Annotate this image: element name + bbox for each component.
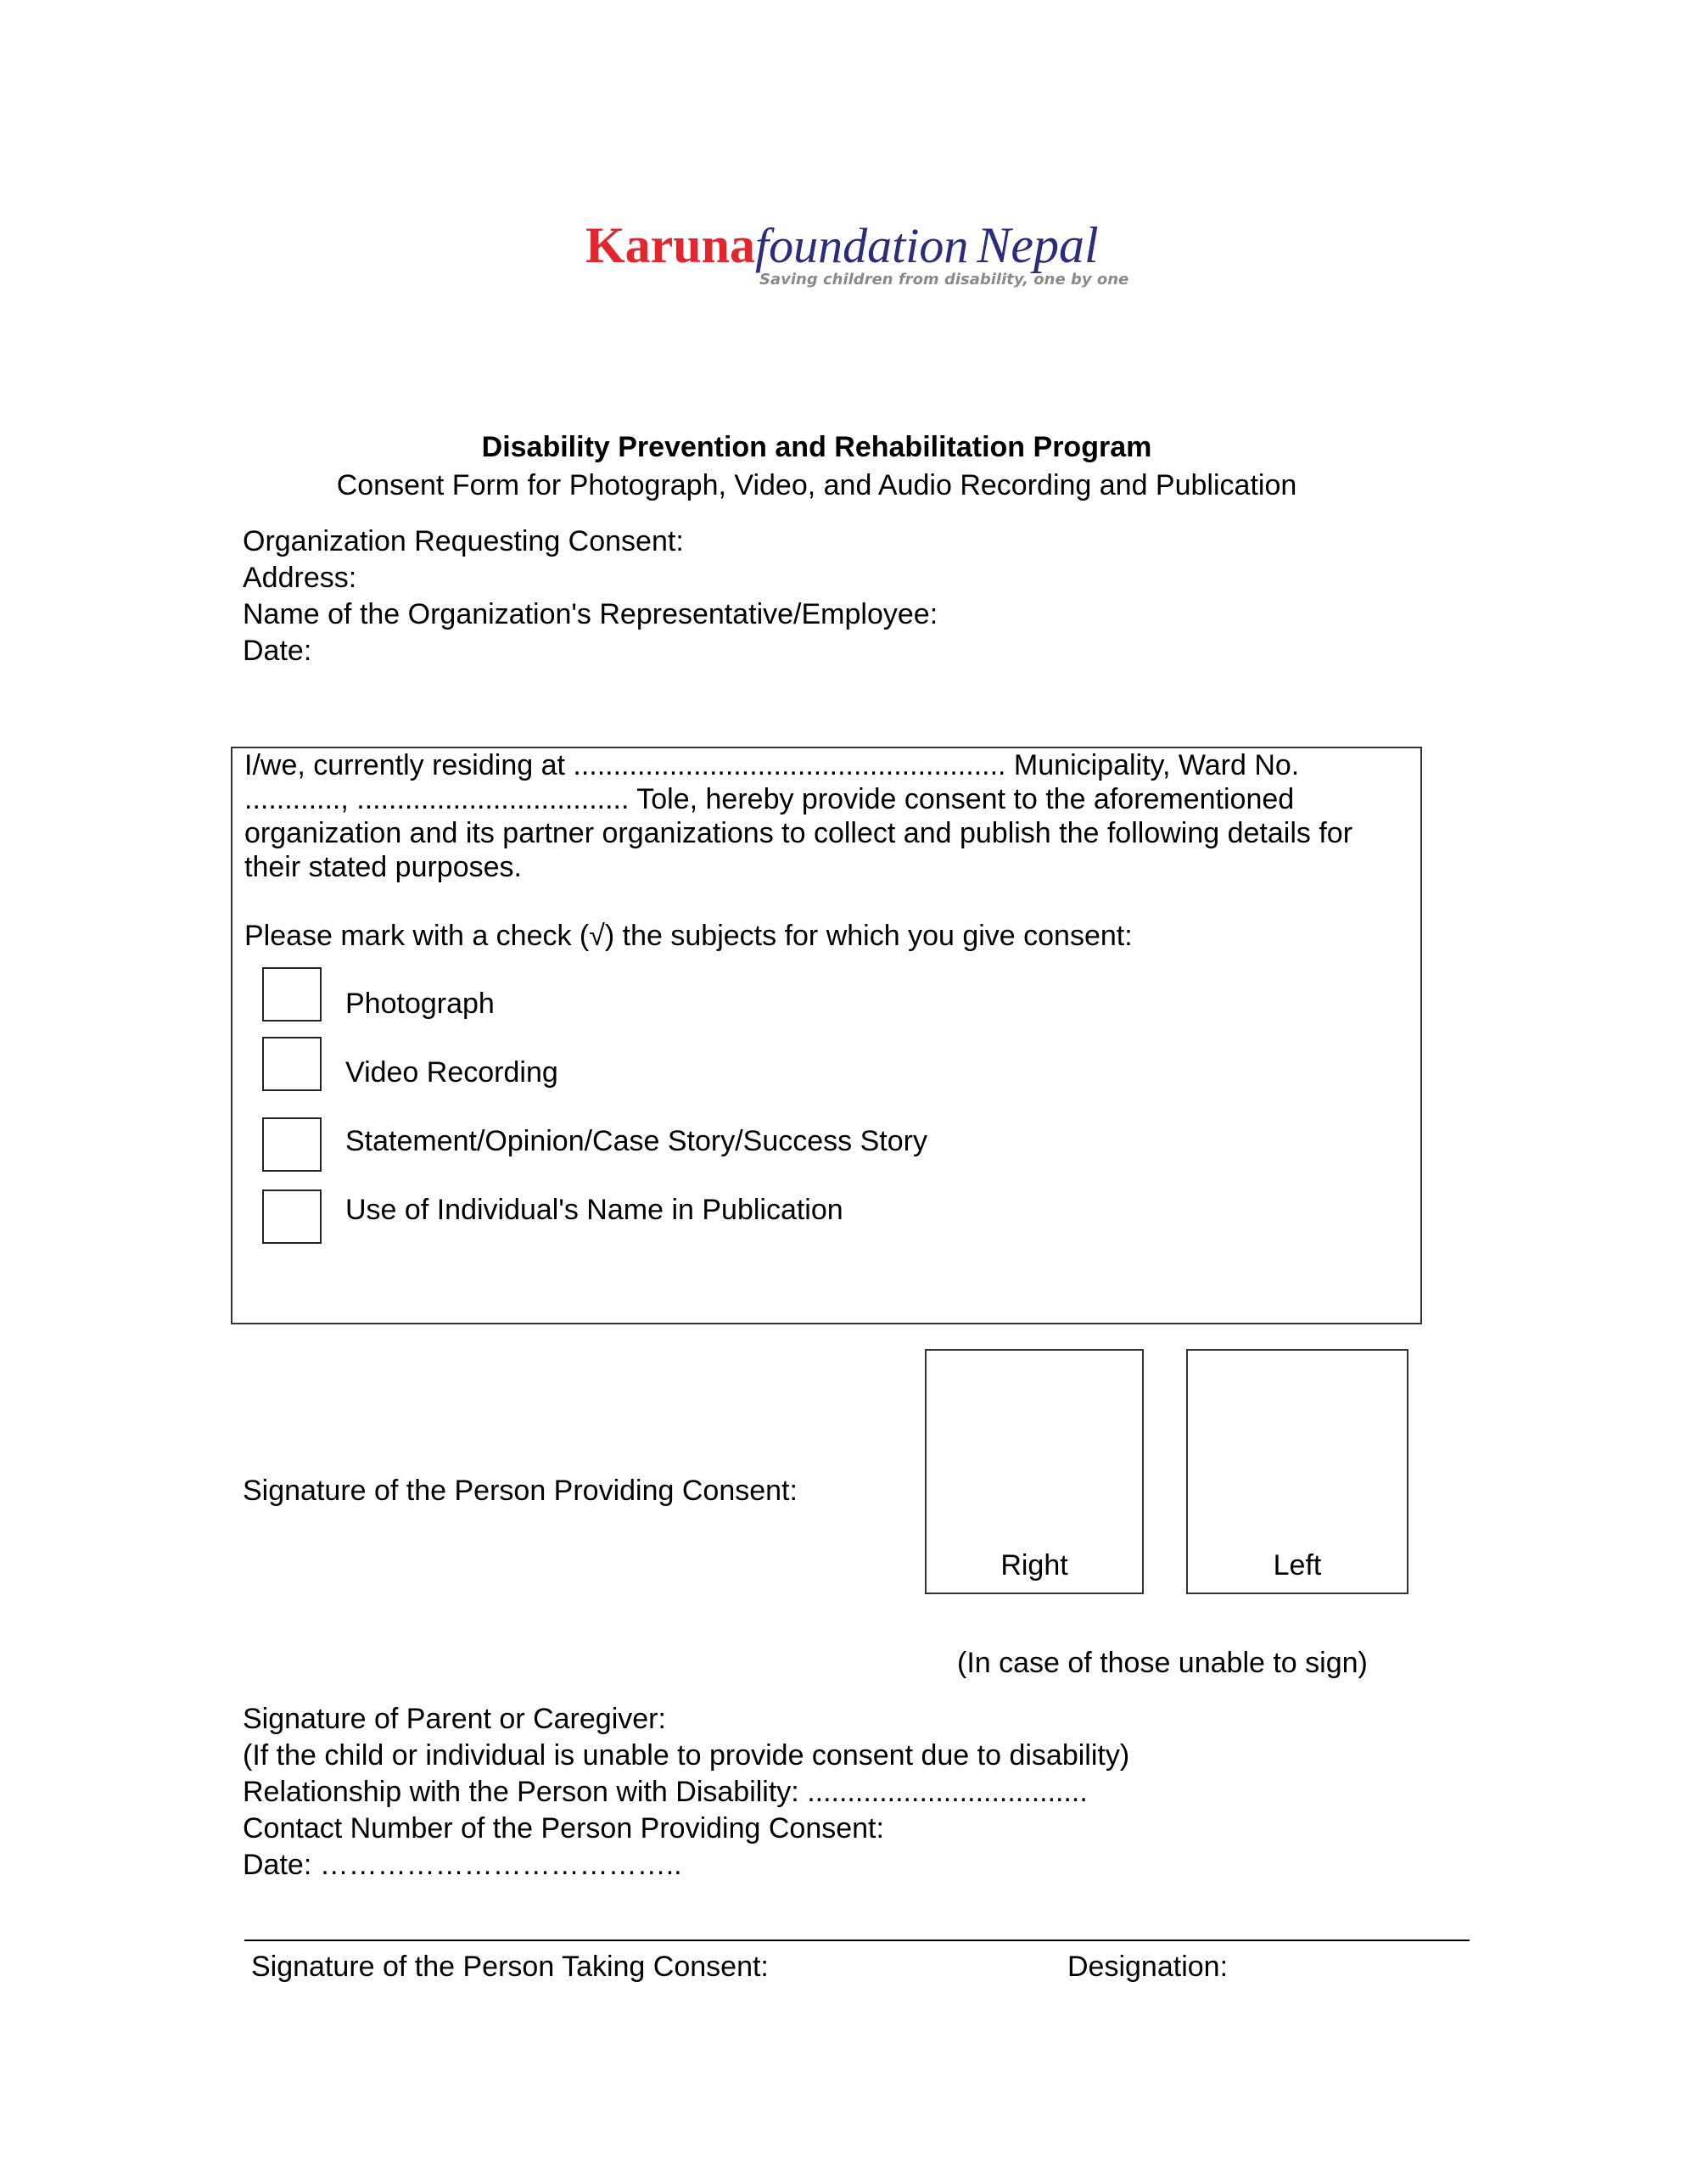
consent-taker-signature: Signature of the Person Taking Consent: [251, 1951, 769, 1983]
thumbprint-right-box[interactable] [925, 1349, 1144, 1594]
address-field: Address: [243, 562, 357, 594]
option-label-statement: Statement/Opinion/Case Story/Success Story [345, 1125, 927, 1157]
guardian-signature-label: Signature of Parent or Caregiver: [243, 1703, 666, 1735]
consent-line-2: ............, .................................. Tole, hereby provide consent to the aforementioned [244, 783, 1295, 815]
logo-wordmark [585, 216, 1099, 275]
unable-to-sign-note: (In case of those unable to sign) [957, 1647, 1368, 1679]
option-label-video-recording: Video Recording [345, 1056, 558, 1089]
checkbox-video-recording[interactable] [262, 1037, 322, 1091]
logo-tagline: Saving children from disability, one by one [759, 271, 1129, 288]
thumb-right-label: Right [1000, 1549, 1068, 1581]
check-instruction: Please mark with a check (√) the subjects for which you give consent: [244, 920, 1133, 952]
option-label-photograph: Photograph [345, 988, 495, 1020]
signature-person-label: Signature of the Person Providing Consent: [243, 1475, 798, 1507]
consent-line-1: I/we, currently residing at ...................................................... Municipality, Ward No. [244, 749, 1300, 781]
thumb-left-label: Left [1273, 1549, 1322, 1581]
logo-nepal: Nepal [977, 217, 1099, 273]
logo-foundation: foundation [755, 218, 969, 273]
guardian-note: (If the child or individual is unable to provide consent due to disability) [243, 1739, 1130, 1772]
date-field: Date: [243, 635, 312, 667]
checkbox-statement[interactable] [262, 1117, 322, 1172]
signature-divider [244, 1940, 1470, 1941]
thumbprint-left-box[interactable] [1186, 1349, 1408, 1594]
consent-line-3: organization and its partner organizations to collect and publish the following details for [244, 817, 1353, 849]
karuna-foundation-logo [585, 216, 1128, 301]
option-label-name-publication: Use of Individual's Name in Publication [345, 1194, 843, 1226]
logo-karuna: Karuna [585, 217, 756, 273]
checkbox-name-publication[interactable] [262, 1190, 322, 1244]
contact-number-field: Contact Number of the Person Providing Consent: [243, 1812, 884, 1845]
form-subtitle: Consent Form for Photograph, Video, and Audio Recording and Publication [336, 469, 1297, 501]
org-requesting-field: Organization Requesting Consent: [243, 525, 684, 557]
relationship-field: Relationship with the Person with Disability: ................................... [243, 1776, 1088, 1808]
checkbox-photograph[interactable] [262, 967, 322, 1022]
guardian-date-field: Date: ……………………………….. [243, 1849, 682, 1881]
program-title: Disability Prevention and Rehabilitation Program [481, 431, 1152, 463]
designation-field: Designation: [1067, 1951, 1229, 1983]
consent-paragraph [244, 748, 1415, 884]
representative-field: Name of the Organization's Representative/Employee: [243, 598, 938, 630]
consent-line-4: their stated purposes. [244, 851, 522, 883]
